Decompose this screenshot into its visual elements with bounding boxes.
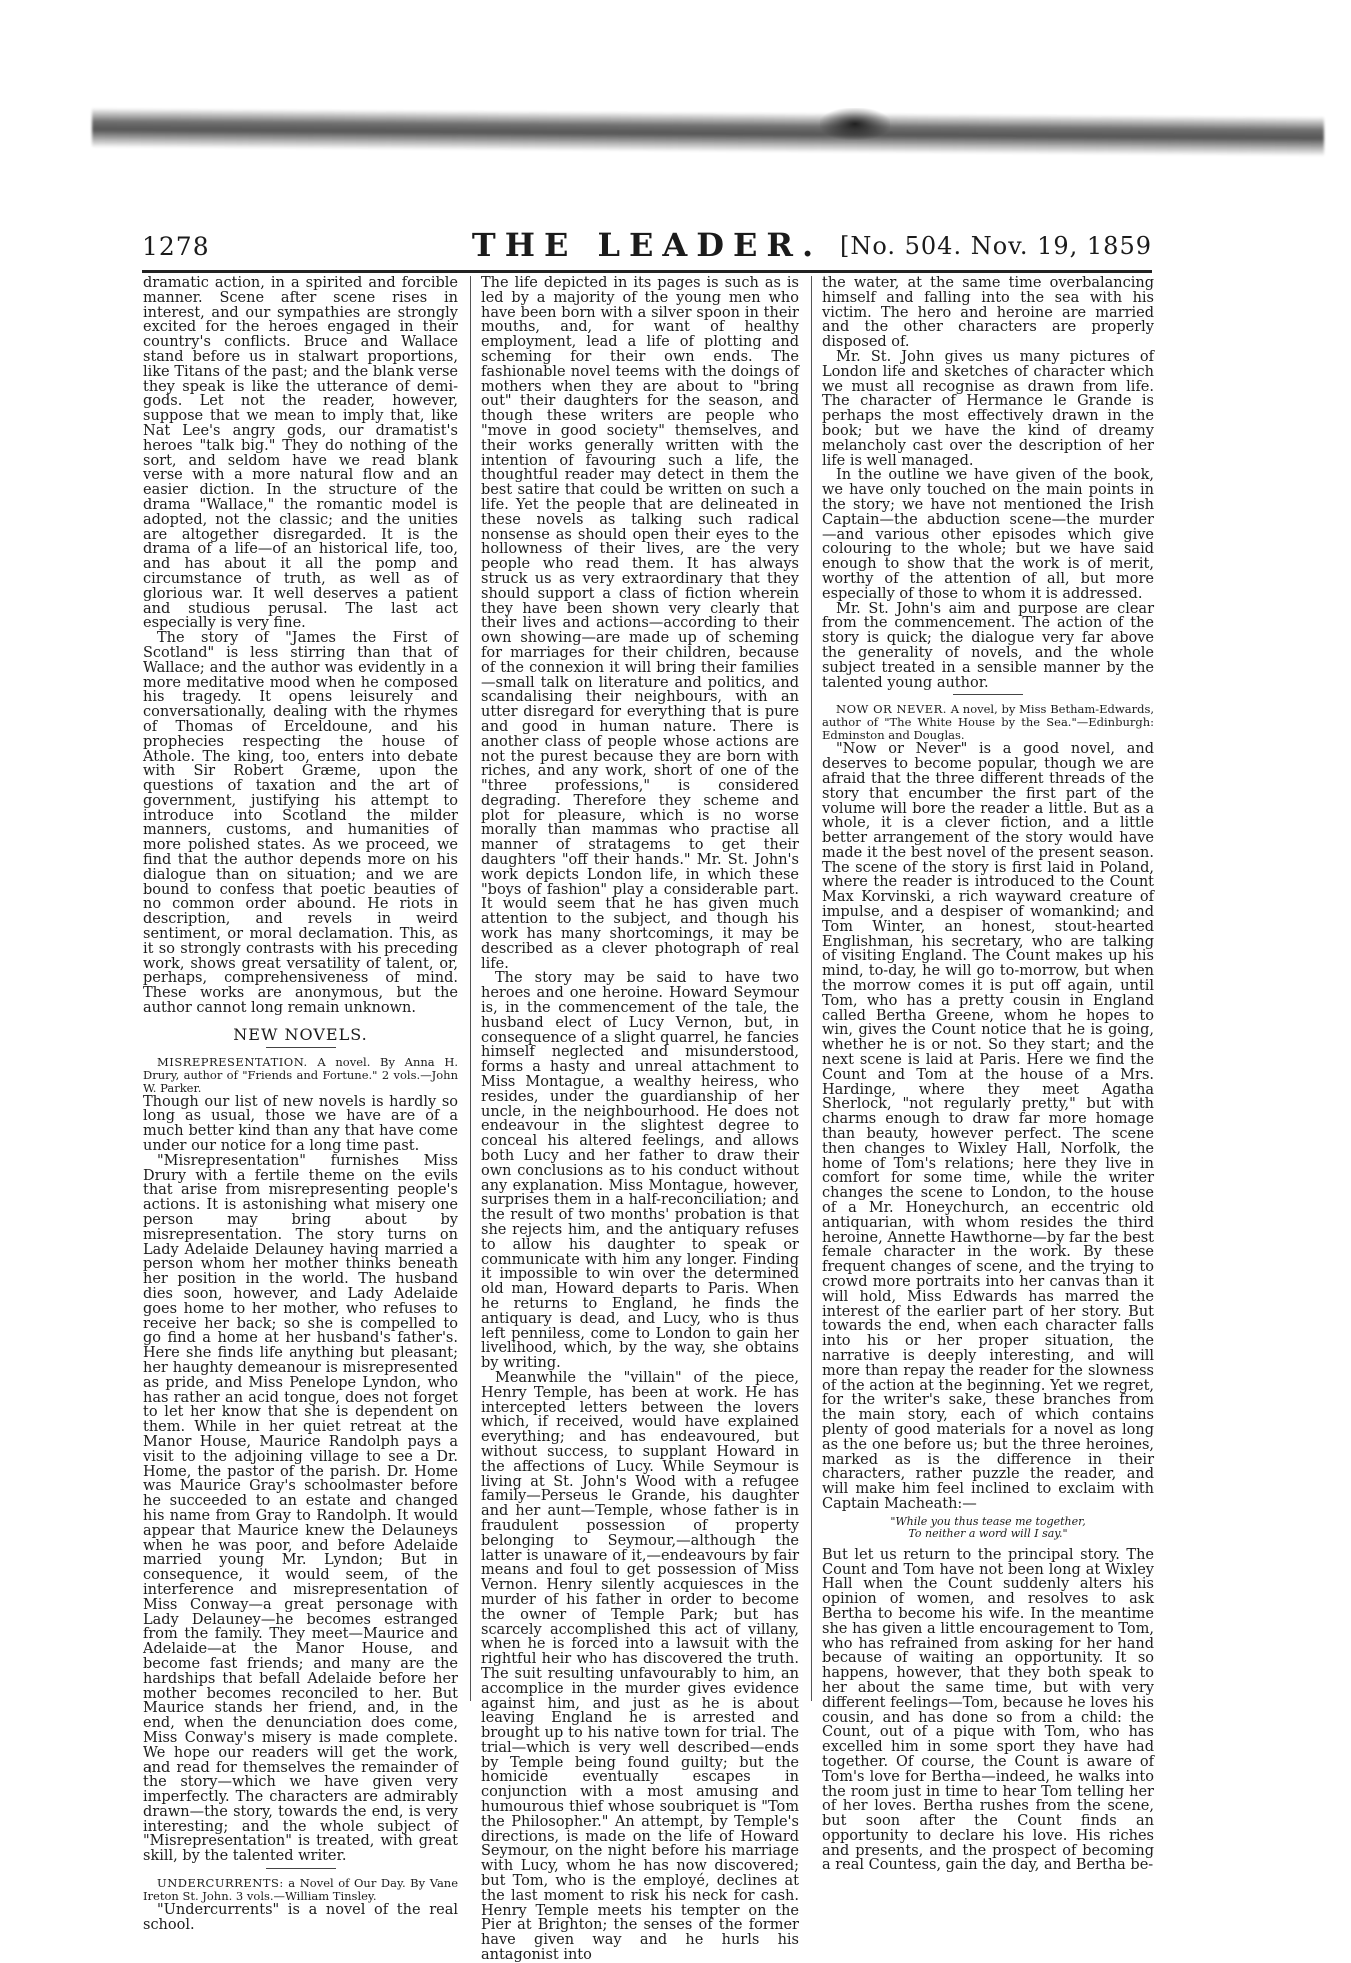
section-heading: NEW NOVELS. bbox=[233, 1024, 368, 1044]
review-heading bbox=[143, 1877, 458, 1903]
paragraph: dramatic action, in a spirited and forcible manner. Scene after scene rises in interest, and our sympathies are strongly excited for the heroes engaged in their country's conflicts. Bruce and Wallace stand before us in stalwart proportions, like Titans of the past; and the blank verse they speak is like the utterance of demi-gods. Let not the reader, however, suppose that we mean to imply that, like Nat Lee's angry gods, our dramatist's heroes "talk big." They do nothing of the sort, and seldom have we read blank verse with a more natural flow and an easier diction. In the structure of the drama "Wallace," the romantic model is adopted, not the classic; and the unities are altogether disregarded. It is the drama of a life—of an historical life, too, and has about it all the pomp and circumstance of truth, as well as of glorious war. It well deserves a patient and studious perusal. The last act especially is very fine. bbox=[143, 275, 458, 632]
margin-mark bbox=[150, 1765, 157, 1773]
column-left bbox=[143, 276, 458, 1933]
paragraph: The story of "James the First of Scotland" is less stirring than that of Wallace; and the author was evidently in a more meditative mood when he composed his tragedy. It opens leisurely and conversationally, dealing with the rhymes of Thomas of Erceldoune, and his prophecies respecting the house of Athole. The king, too, enters into debate with Sir Robert Græme, upon the questions of taxation and the art of government, justifying his attempt to introduce into Scotland the milder manners, customs, and humanities of more polished states. As we proceed, we find that the author depends more on his dialogue than on situation; and we are bound to confess that poetic beauties of no common order abound. He riots in description, and revels in weird sentiment, or moral declamation. This, as it so strongly contrasts with his preceding work, shows great versatility of talent, or, perhaps, comprehensiveness of mind. These works are anonymous, but the author cannot long remain unknown. bbox=[143, 630, 458, 1017]
column-divider bbox=[811, 276, 812, 1701]
review-heading bbox=[143, 1056, 458, 1095]
paragraph: The story may be said to have two heroes and one heroine. Howard Seymour is, in the commencement of the tale, the husband elect of Lucy Vernon, but, in consequence of a slight quarrel, he fancies himself neglected and misunderstood, forms a hasty and unreal attachment to Miss Montague, a wealthy heiress, who resides, under the guardianship of her uncle, in the neighbourhood. He does not endeavour in the slightest degree to conceal his altered feelings, and allows both Lucy and her father to draw their own conclusions as to his conduct without any explanation. Miss Montague, however, surprises them in a half-reconciliation; and the result of two months' probation is that she rejects him, and the antiquary refuses to allow his daughter to speak or communicate with him any longer. Finding it impossible to win over the determined old man, Howard departs to Paris. When he returns to England, he finds the antiquary is dead, and Lucy, who is thus left penniless, come to London to gain her livelihood, which, by the way, she obtains by writing. bbox=[481, 970, 799, 1372]
paragraph: Mr. St. John gives us many pictures of London life and sketches of character which we must all recognise as drawn from life. The character of Hermance le Grande is perhaps the most effectively drawn in the book; but we have the kind of dreamy melancholy cast over the description of her life is well managed. bbox=[822, 348, 1154, 469]
section-rule bbox=[953, 694, 1023, 695]
paragraph: Though our list of new novels is hardly so long as usual, those we have are of a much better kind than any that have come under our notice for a long time past. bbox=[143, 1093, 458, 1155]
newspaper-title: THE LEADER. bbox=[471, 226, 823, 264]
masthead bbox=[142, 226, 1152, 274]
section-rule bbox=[266, 1047, 336, 1048]
section-rule bbox=[266, 1868, 336, 1869]
paragraph: "Undercurrents" is a novel of the real school. bbox=[143, 1902, 458, 1933]
column-middle bbox=[481, 276, 799, 1963]
column-right bbox=[822, 276, 1154, 1873]
review-meta: a Novel of Our Day. By Vane Ireton St. John. 3 vols.—William Tinsley. bbox=[143, 1876, 459, 1904]
review-title: NOW OR NEVER. bbox=[836, 702, 947, 717]
scan-smudge bbox=[92, 108, 1324, 157]
review-meta: A novel. By Anna H. Drury, author of "Friends and Fortune." 2 vols.—John W. Parker. bbox=[143, 1054, 459, 1095]
paragraph: In the outline we have given of the book, we have only touched on the main points in the story; we have not mentioned the Irish Captain—the abduction scene—the murder—and various other episodes which give colouring to the whole; but we have said enough to show that the work is of merit, worthy of the attention of all, but more especially of those to whom it is addressed. bbox=[822, 467, 1154, 602]
review-title: MISREPRESENTATION. bbox=[157, 1054, 308, 1069]
paragraph: Mr. St. John's aim and purpose are clear from the commencement. The action of the story is quick; the dialogue very far above the generality of novels, and the whole subject treated in a sensible manner by the talented young author. bbox=[822, 600, 1154, 691]
paragraph: The life depicted in its pages is such as is led by a majority of the young men who have been born with a silver spoon in their mouths, and, for want of healthy employment, lead a life of plotting and scheming for their own ends. The fashionable novel teems with the doings of mothers when they are about to "bring out" their daughters for the season, and though these writers are people who "move in good society" themselves, and their works generally written with the intention of favouring such a life, the thoughtful reader may detect in them the best satire that could be written on such a life. Yet the people that are delineated in these novels as talking such radical nonsense as should open their eyes to the hollowness of their lives, are the very people who read them. It has always struck us as very extraordinary that they should support a class of fiction wherein they have been shown very clearly that their lives and actions—according to their own showing—are made up of scheming for marriages for their children, because of the connexion it will bring their families—small talk on literature and politics, and scandalising their neighbours, with an utter disregard for everything that is pure and good in human nature. There is another class of people whose actions are not the purest because they are born with riches, and any work, short of one of the "three professions," is considered degrading. Therefore they scheme and plot for pleasure, which is no worse morally than mammas who practise all manner of stratagems to get their daughters "off their hands." Mr. St. John's work depicts London life, in which these "boys of fashion" play a considerable part. It would seem that he has given much attention to the subject, and though his work has many shortcomings, it may be described as a clever photograph of real life. bbox=[481, 275, 799, 972]
header-rule bbox=[142, 270, 1152, 273]
review-heading bbox=[822, 703, 1154, 742]
verse-line: "While you thus tease me together, bbox=[890, 1514, 1086, 1528]
page-number: 1278 bbox=[142, 232, 210, 261]
verse-quote bbox=[822, 1516, 1154, 1540]
paragraph: the water, at the same time overbalancing himself and falling into the sea with his victim. The hero and heroine are married and the other characters are properly disposed of. bbox=[822, 275, 1154, 351]
paragraph: Meanwhile the "villain" of the piece, Henry Temple, has been at work. He has intercepted letters between the lovers which, if received, would have explained everything; and has endeavoured, but without success, to supplant Howard in the affections of Lucy. While Seymour is living at St. John's Wood with a refugee family—Perseus le Grande, his daughter and her aunt—Temple, whose father is in fraudulent possession of property belonging to Seymour,—although the latter is unaware of it,—endeavours by fair means and foul to get possession of Miss Vernon. Henry silently acquiesces in the murder of his father in order to become the owner of Temple Park; but has scarcely accomplished this act of villany, when he is forced into a lawsuit with the rightful heir who has discovered the truth. The suit resulting unfavourably to him, an accomplice in the murder gives evidence against him, and just as he is about leaving England he is arrested and brought up to his native town for trial. The trial—which is very well described—ends by Temple being found guilty; but the homicide eventually escapes in conjunction with a most amusing and humourous thief whose soubriquet is "Tom the Philosopher." An attempt, by Temple's directions, is made on the life of Howard Seymour, on the night before his marriage with Lucy, whom he has now discovered; but Tom, who is the employé, declines at the last moment to risk his neck for cash. Henry Temple meets his tempter on the Pier at Brighton; the senses of the former have given way and he hurls his antagonist into bbox=[481, 1369, 799, 1963]
paragraph: "Now or Never" is a good novel, and deserves to become popular, though we are afraid that the three different threads of the story that encumber the first part of the volume will bore the reader a little. But as a whole, it is a clever fiction, and a little better arrangement of the story would have made it the best novel of the present season. The scene of the story is first laid in Poland, where the reader is introduced to the Count Max Korvinski, a rich wayward creature of impulse, and a despiser of womankind; and Tom Winter, an honest, stout-hearted Englishman, his secretary, who are talking of visiting England. The Count makes up his mind, to-day, he will go to-morrow, but when the morrow comes it is put off again, until Tom, who has a pretty cousin in England called Bertha Greene, whom he hopes to win, gives the Count notice that he is going, whether he is or not. So they start; and the next scene is laid at Paris. Here we find the Count and Tom at the house of a Mrs. Hardinge, where they meet Agatha Sherlock, "not regularly pretty," but with charms enough to draw far more homage than beauty, however perfect. The scene then changes to Wixley Hall, Norfolk, the home of Tom's relations; here they live in comfort for some time, while the writer changes the scene to London, to the house of a Mr. Honeychurch, an eccentric old antiquarian, with whom resides the third heroine, Annette Hawthorne—by far the best female character in the work. By these frequent changes of scene, and the trying to crowd more portraits into her canvas than it will hold, Miss Edwards has marred the interest of the earlier part of her story. But towards the end, when each character falls into his or her proper situation, the narrative is deeply interesting, and will more than repay the reader for the slowness of the action at the beginning. Yet we regret, for the writer's sake, these branches from the main story, each of which contains plenty of good materials for a novel as long as the one before us; but the three heroines, marked as is the difference in their characters, rather puzzle the reader, and will make him feel inclined to exclaim with Captain Macheath:— bbox=[822, 741, 1154, 1512]
column-divider bbox=[470, 276, 471, 1701]
verse-line: To neither a word will I say." bbox=[908, 1526, 1068, 1540]
scan-speck bbox=[820, 108, 890, 140]
paragraph: But let us return to the principal story. The Count and Tom have not been long at Wixley Hall when the Count suddenly alters his opinion of women, and resolves to ask Bertha to become his wife. In the meantime she has given a little encouragement to Tom, who has refrained from asking for her hand because of waiting an opportunity. It so happens, however, that they both speak to her about the same time, but with very different feelings—Tom, because he loves his cousin, and has done so from a child: the Count, out of a pique with Tom, who has excelled him in some sport they have had together. Of course, the Count is aware of Tom's love for Bertha—indeed, he walks into the room just in time to hear Tom telling her of her loves. Bertha rushes from the scene, but soon after the Count finds an opportunity to declare his love. His riches and presents, and the prospect of becoming a real Countess, gain the day, and Bertha be- bbox=[822, 1546, 1154, 1874]
issue-date: [No. 504. Nov. 19, 1859 bbox=[839, 232, 1152, 260]
review-title: UNDERCURRENTS: bbox=[157, 1876, 284, 1891]
review-meta: A novel, by Miss Betham-Edwards, author of "The White House by the Sea."—Edinburgh: Edminston and Douglas. bbox=[822, 702, 1154, 743]
paragraph: "Misrepresentation" furnishes Miss Drury with a fertile theme on the evils that arise from misrepresenting people's actions. It is astonishing what misery one person may bring about by misrepresentation. The story turns on Lady Adelaide Delauney having married a person whom her mother thinks beneath her position in the world. The husband dies soon, however, and Lady Adelaide goes home to her mother, who refuses to receive her back; so she is compelled to go find a home at her husband's father's. Here she finds life anything but pleasant; her haughty demeanour is misrepresented as pride, and Miss Penelope Lyndon, who has rather an acid tongue, does not forget to let her know that she is dependent on them. While in her quiet retreat at the Manor House, Maurice Randolph pays a visit to the adjoining village to see a Dr. Home, the pastor of the parish. Dr. Home was Maurice Gray's schoolmaster before he succeeded to an estate and changed his name from Gray to Randolph. It would appear that Maurice knew the Delauneys when he was poor, and before Adelaide married young Mr. Lyndon; But in consequence, it would seem, of the interference and misrepresentation of Miss Conway—a great personage with Lady Delauney—he becomes estranged from the family. They meet—Maurice and Adelaide—at the Manor House, and become fast friends; and many are the hardships that befall Adelaide before her mother becomes reconciled to her. But Maurice stands her friend, and, in the end, when the denunciation does come, Miss Conway's misery is made complete. We hope our readers will get the work, and read for themselves the remainder of the story—which we have given very imperfectly. The characters are admirably drawn—the story, towards the end, is very interesting; and the whole subject of "Misrepresentation" is treated, with great skill, by the talented writer. bbox=[143, 1152, 458, 1865]
